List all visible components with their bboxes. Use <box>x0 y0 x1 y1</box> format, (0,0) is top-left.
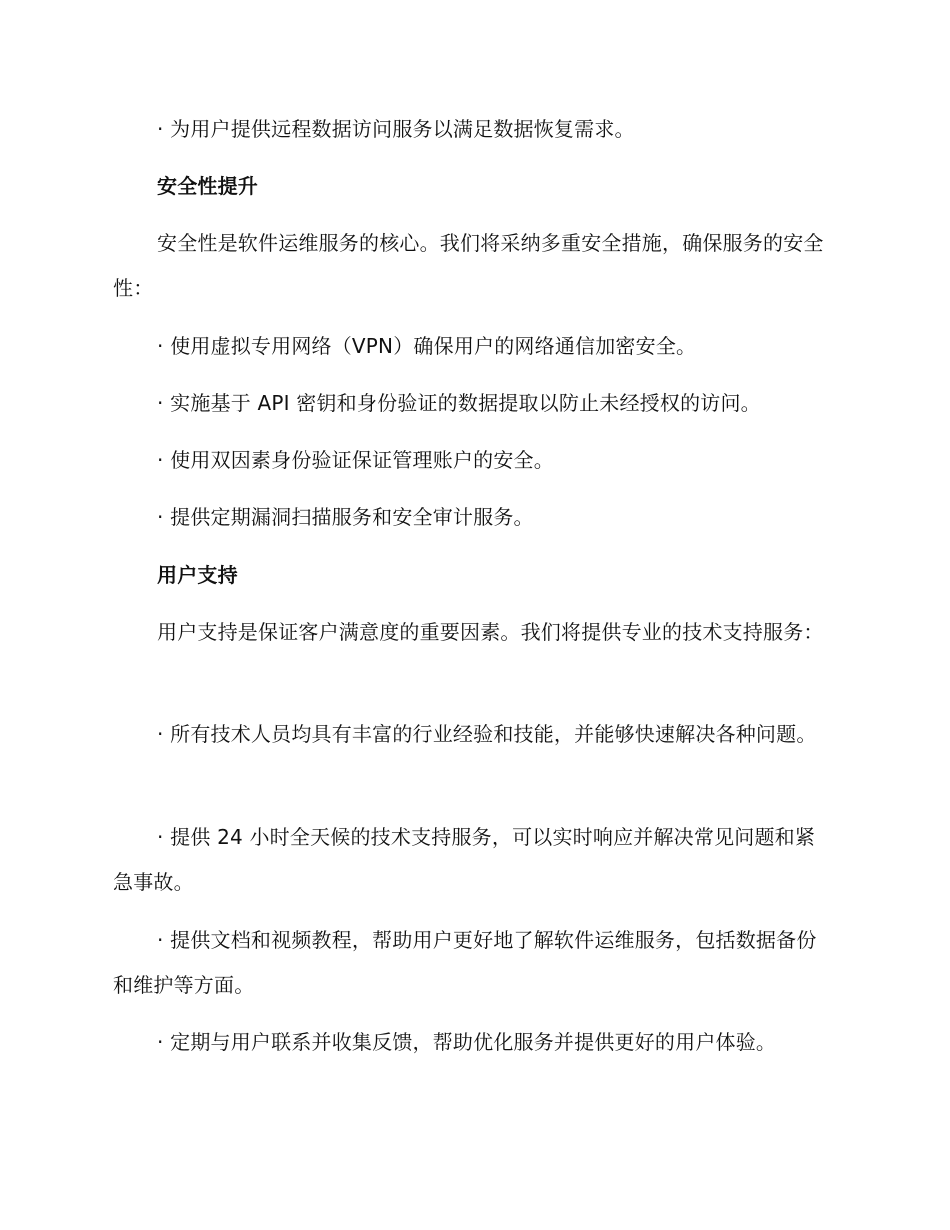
support-bullet-tutorials: · 提供文档和视频教程，帮助用户更好地了解软件运维服务，包括数据备份和维护等方面。 <box>113 928 817 997</box>
bullet-remote-access: · 为用户提供远程数据访问服务以满足数据恢复需求。 <box>157 117 635 141</box>
support-intro: 用户支持是保证客户满意度的重要因素。我们将提供专业的技术支持服务： <box>157 620 824 644</box>
support-heading: 用户支持 <box>157 563 238 587</box>
security-bullet-2fa: · 使用双因素身份验证保证管理账户的安全。 <box>157 448 554 472</box>
security-bullet-api-key: · 实施基于 API 密钥和身份验证的数据提取以防止未经授权的访问。 <box>157 391 761 415</box>
security-heading: 安全性提升 <box>157 174 258 198</box>
security-bullet-scan-audit: · 提供定期漏洞扫描服务和安全审计服务。 <box>157 505 534 529</box>
support-bullet-staff: · 所有技术人员均具有丰富的行业经验和技能，并能够快速解决各种问题。 <box>157 722 817 746</box>
support-bullet-24h: · 提供 24 小时全天候的技术支持服务，可以实时响应并解决常见问题和紧急事故。 <box>113 825 816 894</box>
security-intro: 安全性是软件运维服务的核心。我们将采纳多重安全措施，确保服务的安全性： <box>113 231 824 300</box>
security-bullet-vpn: · 使用虚拟专用网络（VPN）确保用户的网络通信加密安全。 <box>157 334 697 358</box>
support-bullet-feedback: · 定期与用户联系并收集反馈，帮助优化服务并提供更好的用户体验。 <box>157 1030 777 1054</box>
